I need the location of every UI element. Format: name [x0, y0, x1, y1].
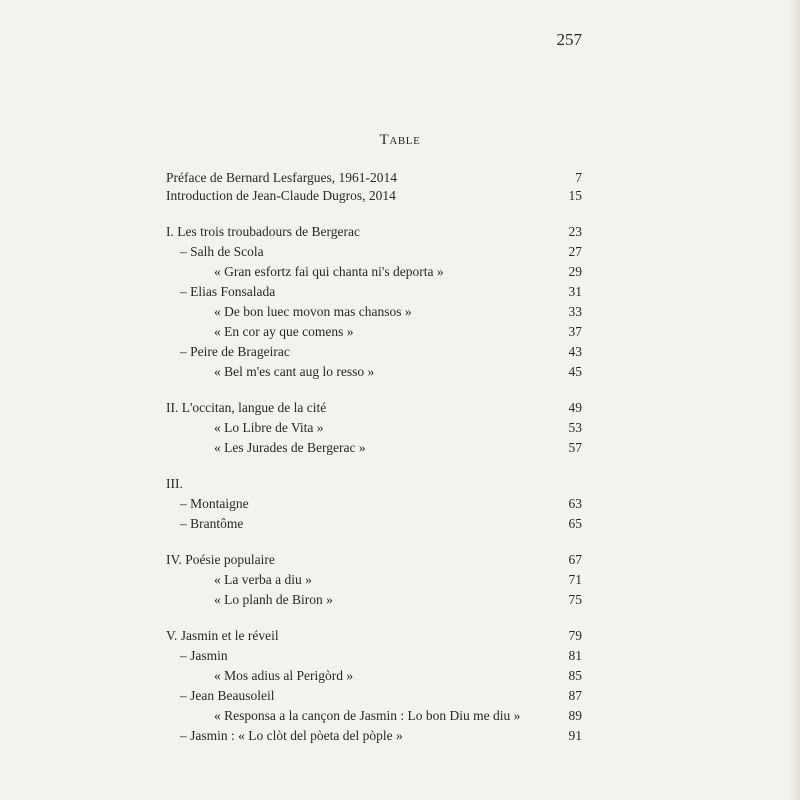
toc-entry	[166, 222, 582, 242]
toc-entry-title: « Lo Libre de Vita »	[214, 420, 324, 435]
toc-entry	[214, 590, 582, 610]
toc-entry	[166, 186, 582, 206]
toc-entry-page: 65	[568, 516, 582, 531]
toc-entry-title: « De bon luec movon mas chansos »	[214, 304, 412, 319]
toc-entry-title: – Peire de Brageirac	[180, 344, 290, 359]
toc-entry	[214, 570, 582, 590]
toc-entry	[180, 646, 582, 666]
toc-entry-page: 31	[568, 284, 582, 299]
toc-entry-title: – Jasmin : « Lo clòt del pòeta del pòple »	[180, 728, 403, 743]
toc-entry-title: « Gran esfortz fai qui chanta ni's deporta »	[214, 264, 444, 279]
toc-entry	[180, 494, 582, 514]
page-number: 257	[556, 30, 582, 49]
toc-entry-page: 91	[568, 728, 582, 743]
toc-entry-title: « La verba a diu »	[214, 572, 312, 587]
toc-entry-title: III.	[166, 476, 183, 491]
toc-entry-page: 85	[568, 668, 582, 683]
toc-entry	[214, 666, 582, 686]
toc-entry-title: Introduction de Jean-Claude Dugros, 2014	[166, 188, 396, 203]
toc-entry-title: – Jasmin	[180, 648, 228, 663]
toc-entry-page: 81	[568, 648, 582, 663]
toc-entry-title: – Brantôme	[180, 516, 244, 531]
toc-entry	[180, 726, 582, 746]
toc-entry-title: Préface de Bernard Lesfargues, 1961-2014	[166, 170, 398, 185]
toc-entry-page: 23	[568, 224, 582, 239]
toc-entry-title: – Montaigne	[180, 496, 249, 511]
toc-entry	[180, 342, 582, 362]
toc-entry-page: 33	[568, 304, 582, 319]
toc-entry-page: 63	[568, 496, 582, 511]
toc-entry-title: I. Les trois troubadours de Bergerac	[166, 224, 360, 239]
toc-entry-title: « Responsa a la cançon de Jasmin : Lo bon Diu me diu »	[214, 708, 521, 723]
toc-entry-page: 67	[568, 552, 582, 567]
toc-entry-title: II. L'occitan, langue de la cité	[166, 400, 327, 415]
toc-entry-page: 43	[568, 344, 582, 359]
toc-entry-page: 29	[568, 264, 582, 279]
toc-entry	[214, 262, 582, 282]
toc-entry	[180, 282, 582, 302]
toc-entry-page: 27	[568, 244, 582, 259]
toc-entry-title: « En cor ay que comens »	[214, 324, 354, 339]
toc-entry-page: 71	[568, 572, 582, 587]
toc-entry	[214, 362, 582, 382]
toc-entry	[180, 686, 582, 706]
toc-entry-title: IV. Poésie populaire	[166, 552, 275, 567]
toc-title	[300, 132, 500, 149]
toc-entry-title: « Bel m'es cant aug lo resso »	[214, 364, 375, 379]
toc-entry	[214, 438, 582, 458]
toc-entry-page: 49	[568, 400, 582, 415]
toc-entry	[214, 706, 582, 726]
toc-entry-title: « Lo planh de Biron »	[214, 592, 333, 607]
toc-entry	[180, 514, 582, 534]
toc-entry	[180, 242, 582, 262]
toc-entry-title: – Elias Fonsalada	[180, 284, 276, 299]
toc-entry-title: – Jean Beausoleil	[180, 688, 275, 703]
toc-entry	[166, 398, 582, 418]
toc-entry	[214, 322, 582, 342]
page-edge-shadow	[788, 0, 800, 800]
toc-entry-title: « Les Jurades de Bergerac »	[214, 440, 366, 455]
toc-entry-page: 15	[568, 188, 582, 203]
toc-entry	[214, 418, 582, 438]
toc-entry-page: 37	[568, 324, 582, 339]
toc-entry	[166, 626, 582, 646]
toc-title-text: TABLE	[379, 132, 421, 148]
toc-entry-page: 87	[568, 688, 582, 703]
toc-entry	[214, 302, 582, 322]
toc-entry-page: 53	[568, 420, 582, 435]
toc-entry-title: – Salh de Scola	[180, 244, 264, 259]
toc-entry-page: 45	[568, 364, 582, 379]
toc-entry-page: 57	[568, 440, 582, 455]
toc-entry-title: V. Jasmin et le réveil	[166, 628, 279, 643]
toc-entry-page: 75	[568, 592, 582, 607]
toc-entry-page: 79	[568, 628, 582, 643]
toc-entry	[166, 550, 582, 570]
toc-entry	[166, 474, 582, 494]
toc-entry-title: « Mos adius al Perigòrd »	[214, 668, 354, 683]
toc-entry-page: 7	[575, 170, 582, 185]
toc-entry	[166, 168, 582, 188]
toc-entry-page: 89	[568, 708, 582, 723]
